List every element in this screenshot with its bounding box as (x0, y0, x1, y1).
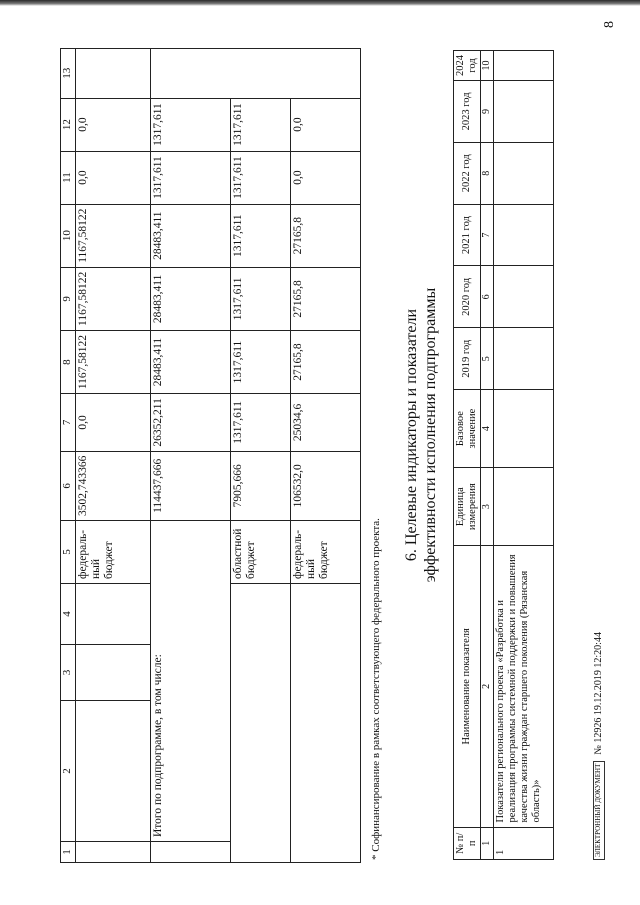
value-cell: 0,0 (76, 151, 151, 204)
cell (494, 390, 554, 468)
col-num: 8 (481, 142, 494, 204)
header-cell: Наименование показателя (454, 546, 481, 827)
col-num: 8 (61, 330, 76, 393)
value-cell: 1317,611 (151, 151, 231, 204)
col-num: 9 (61, 267, 76, 330)
value-cell: 25034,6 (291, 394, 361, 451)
value-cell: 26352,211 (151, 394, 231, 451)
value-cell: 106532,0 (291, 451, 361, 520)
header-cell: 2019 год (454, 328, 481, 390)
value-cell: 114437,666 (151, 451, 231, 520)
page-number: 8 (602, 21, 617, 28)
total-label: Итого по подпрограмме, в том числе: (151, 521, 231, 842)
value-cell: 1317,611 (231, 267, 291, 330)
footnote: * Софинансирование в рамках соответствующего федерального проекта. (370, 518, 382, 860)
cell (76, 645, 151, 701)
col-num: 11 (61, 151, 76, 204)
col-num: 3 (481, 468, 494, 546)
cell (494, 142, 554, 204)
header-cell: 2024 год (454, 51, 481, 81)
col-num: 3 (61, 645, 76, 701)
value-cell: 1167,58122 (76, 204, 151, 267)
value-cell: 28483,411 (151, 204, 231, 267)
table-row (231, 49, 291, 863)
table-row (494, 51, 554, 860)
col-num: 13 (61, 49, 76, 99)
header-row (454, 51, 481, 860)
indicators-table (453, 50, 554, 860)
col-num: 10 (61, 204, 76, 267)
value-cell: 1317,611 (231, 151, 291, 204)
doc-ref: № 12926 19.12.2019 12:20:44 (593, 632, 605, 755)
stamp-box: ЭЛЕКТРОННЫЙ ДОКУМЕНТ (593, 761, 605, 860)
value-cell: 27165,8 (291, 330, 361, 393)
section-title-line: эффективности исполнения подпрограммы (422, 287, 440, 583)
value-cell: 0,0 (291, 151, 361, 204)
value-cell: 27165,8 (291, 204, 361, 267)
column-numbers-row (481, 51, 494, 860)
cell (494, 266, 554, 328)
value-cell: 1317,611 (231, 98, 291, 151)
value-cell: 1317,611 (231, 394, 291, 451)
cell (494, 51, 554, 81)
cell (76, 49, 151, 99)
section-title (402, 155, 440, 715)
value-cell: 1317,611 (231, 204, 291, 267)
section-title-line: 6. Целевые индикаторы и показатели (403, 308, 420, 562)
table-row (291, 49, 361, 863)
col-num: 1 (61, 842, 76, 863)
value-cell: 1317,611 (151, 98, 231, 151)
col-num: 4 (61, 584, 76, 645)
value-cell: 28483,411 (151, 330, 231, 393)
cell (151, 842, 231, 863)
cell (494, 81, 554, 143)
value-cell: 1317,611 (231, 330, 291, 393)
col-num: 7 (481, 204, 494, 266)
value-cell: 3502,743366 (76, 451, 151, 520)
col-num: 2 (481, 546, 494, 827)
col-num: 10 (481, 51, 494, 81)
column-numbers-row (61, 49, 76, 863)
value-cell: 7905,666 (231, 451, 291, 520)
cell (231, 584, 291, 863)
cell (76, 701, 151, 842)
cell (494, 468, 554, 546)
header-cell: Базовое значение (454, 390, 481, 468)
source-cell: федераль-ный бюджет (76, 521, 151, 584)
col-num: 9 (481, 81, 494, 143)
header-cell: 2020 год (454, 266, 481, 328)
source-cell: федераль-ный бюджет (291, 521, 361, 584)
table-row (76, 49, 151, 863)
value-cell: 0,0 (76, 98, 151, 151)
source-cell: областной бюджет (231, 521, 291, 584)
header-cell: 2021 год (454, 204, 481, 266)
row-number: 1 (494, 827, 554, 859)
header-cell: 2022 год (454, 142, 481, 204)
cell (151, 49, 361, 99)
cell (494, 204, 554, 266)
col-num: 5 (481, 328, 494, 390)
header-cell: 2023 год (454, 81, 481, 143)
cell (76, 842, 151, 863)
col-num: 5 (61, 521, 76, 584)
table-row (151, 49, 231, 863)
document-stamp (593, 632, 605, 860)
cell (76, 584, 151, 645)
header-cell: № п/п (454, 827, 481, 859)
col-num: 4 (481, 390, 494, 468)
col-num: 1 (481, 827, 494, 859)
value-cell: 0,0 (76, 394, 151, 451)
value-cell: 1167,58122 (76, 330, 151, 393)
value-cell: 1167,58122 (76, 267, 151, 330)
col-num: 6 (481, 266, 494, 328)
header-cell: Единица измерения (454, 468, 481, 546)
col-num: 6 (61, 451, 76, 520)
col-num: 7 (61, 394, 76, 451)
cell (494, 328, 554, 390)
cell (291, 584, 361, 863)
value-cell: 28483,411 (151, 267, 231, 330)
value-cell: 27165,8 (291, 267, 361, 330)
col-num: 2 (61, 701, 76, 842)
col-num: 12 (61, 98, 76, 151)
value-cell: 0,0 (291, 98, 361, 151)
funding-table (60, 48, 361, 863)
indicator-name: Показатели регионального проекта «Разработка и реализация программы системной поддержки и повышения качества жизни граждан старшего поколения (Рязанская область)» (494, 546, 554, 827)
